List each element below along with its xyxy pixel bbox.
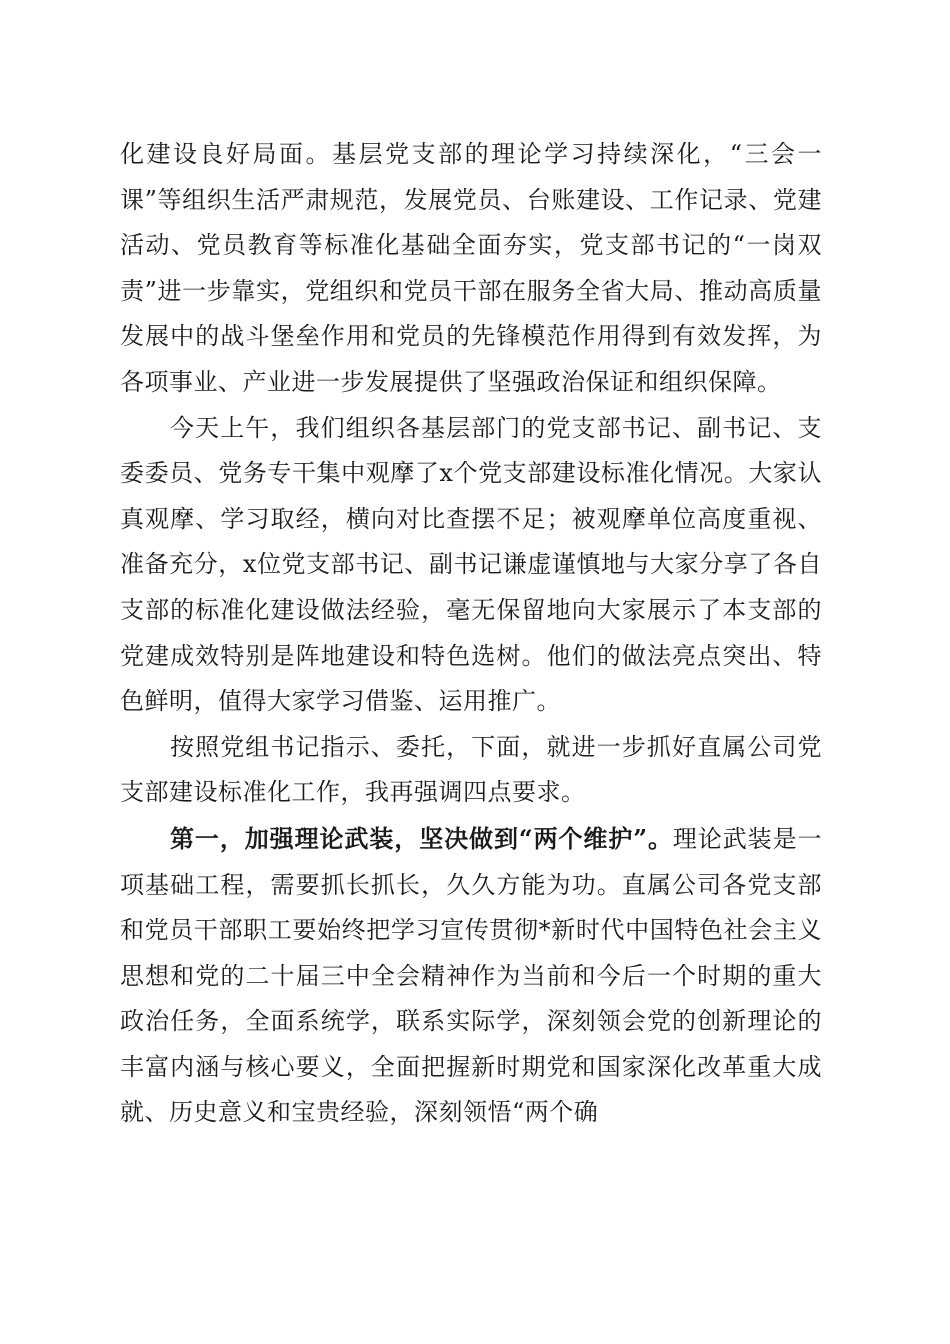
paragraph-requirements-intro: 按照党组书记指示、委托，下面，就进一步抓好直属公司党支部建设标准化工作，我再强调四点要求。 — [120, 732, 822, 807]
paragraph-observation: 今天上午，我们组织各基层部门的党支部书记、副书记、支委委员、党务专干集中观摩了x个党支部建设标准化情况。大家认真观摩、学习取经，横向对比查摆不足；被观摩单位高度重视、准备充分，x位党支部书记、副书记谦虚谨慎地与大家分享了各自支部的标准化建设做法经验，毫无保留地向大家展示了本支部的党建成效特别是阵地建设和特色选树。他们的做法亮点突出、特色鲜明，值得大家学习借鉴、运用推广。 — [120, 413, 822, 716]
document-body — [120, 132, 822, 1136]
first-requirement-heading: 第一，加强理论武装，坚决做到“两个维护”。 — [170, 823, 673, 853]
first-requirement-body: 理论武装是一项基础工程，需要抓长抓长，久久方能为功。直属公司各党支部和党员干部职工要始终把学习宣传贯彻*新时代中国特色社会主义思想和党的二十届三中全会精神作为当前和今后一个时期的重大政治任务，全面系统学，联系实际学，深刻领会党的创新理论的丰富内涵与核心要义，全面把握新时期党和国家深化改革重大成就、历史意义和宝贵经验，深刻领悟“两个确 — [120, 824, 823, 1127]
paragraph-first-requirement — [120, 816, 822, 1136]
paragraph-continuation: 化建设良好局面。基层党支部的理论学习持续深化，“三会一课”等组织生活严肃规范，发展党员、台账建设、工作记录、党建活动、党员教育等标准化基础全面夯实，党支部书记的“一岗双责”进一步靠实，党组织和党员干部在服务全省大局、推动高质量发展中的战斗堡垒作用和党员的先锋模范作用得到有效发挥，为各项事业、产业进一步发展提供了坚强政治保证和组织保障。 — [120, 140, 822, 396]
